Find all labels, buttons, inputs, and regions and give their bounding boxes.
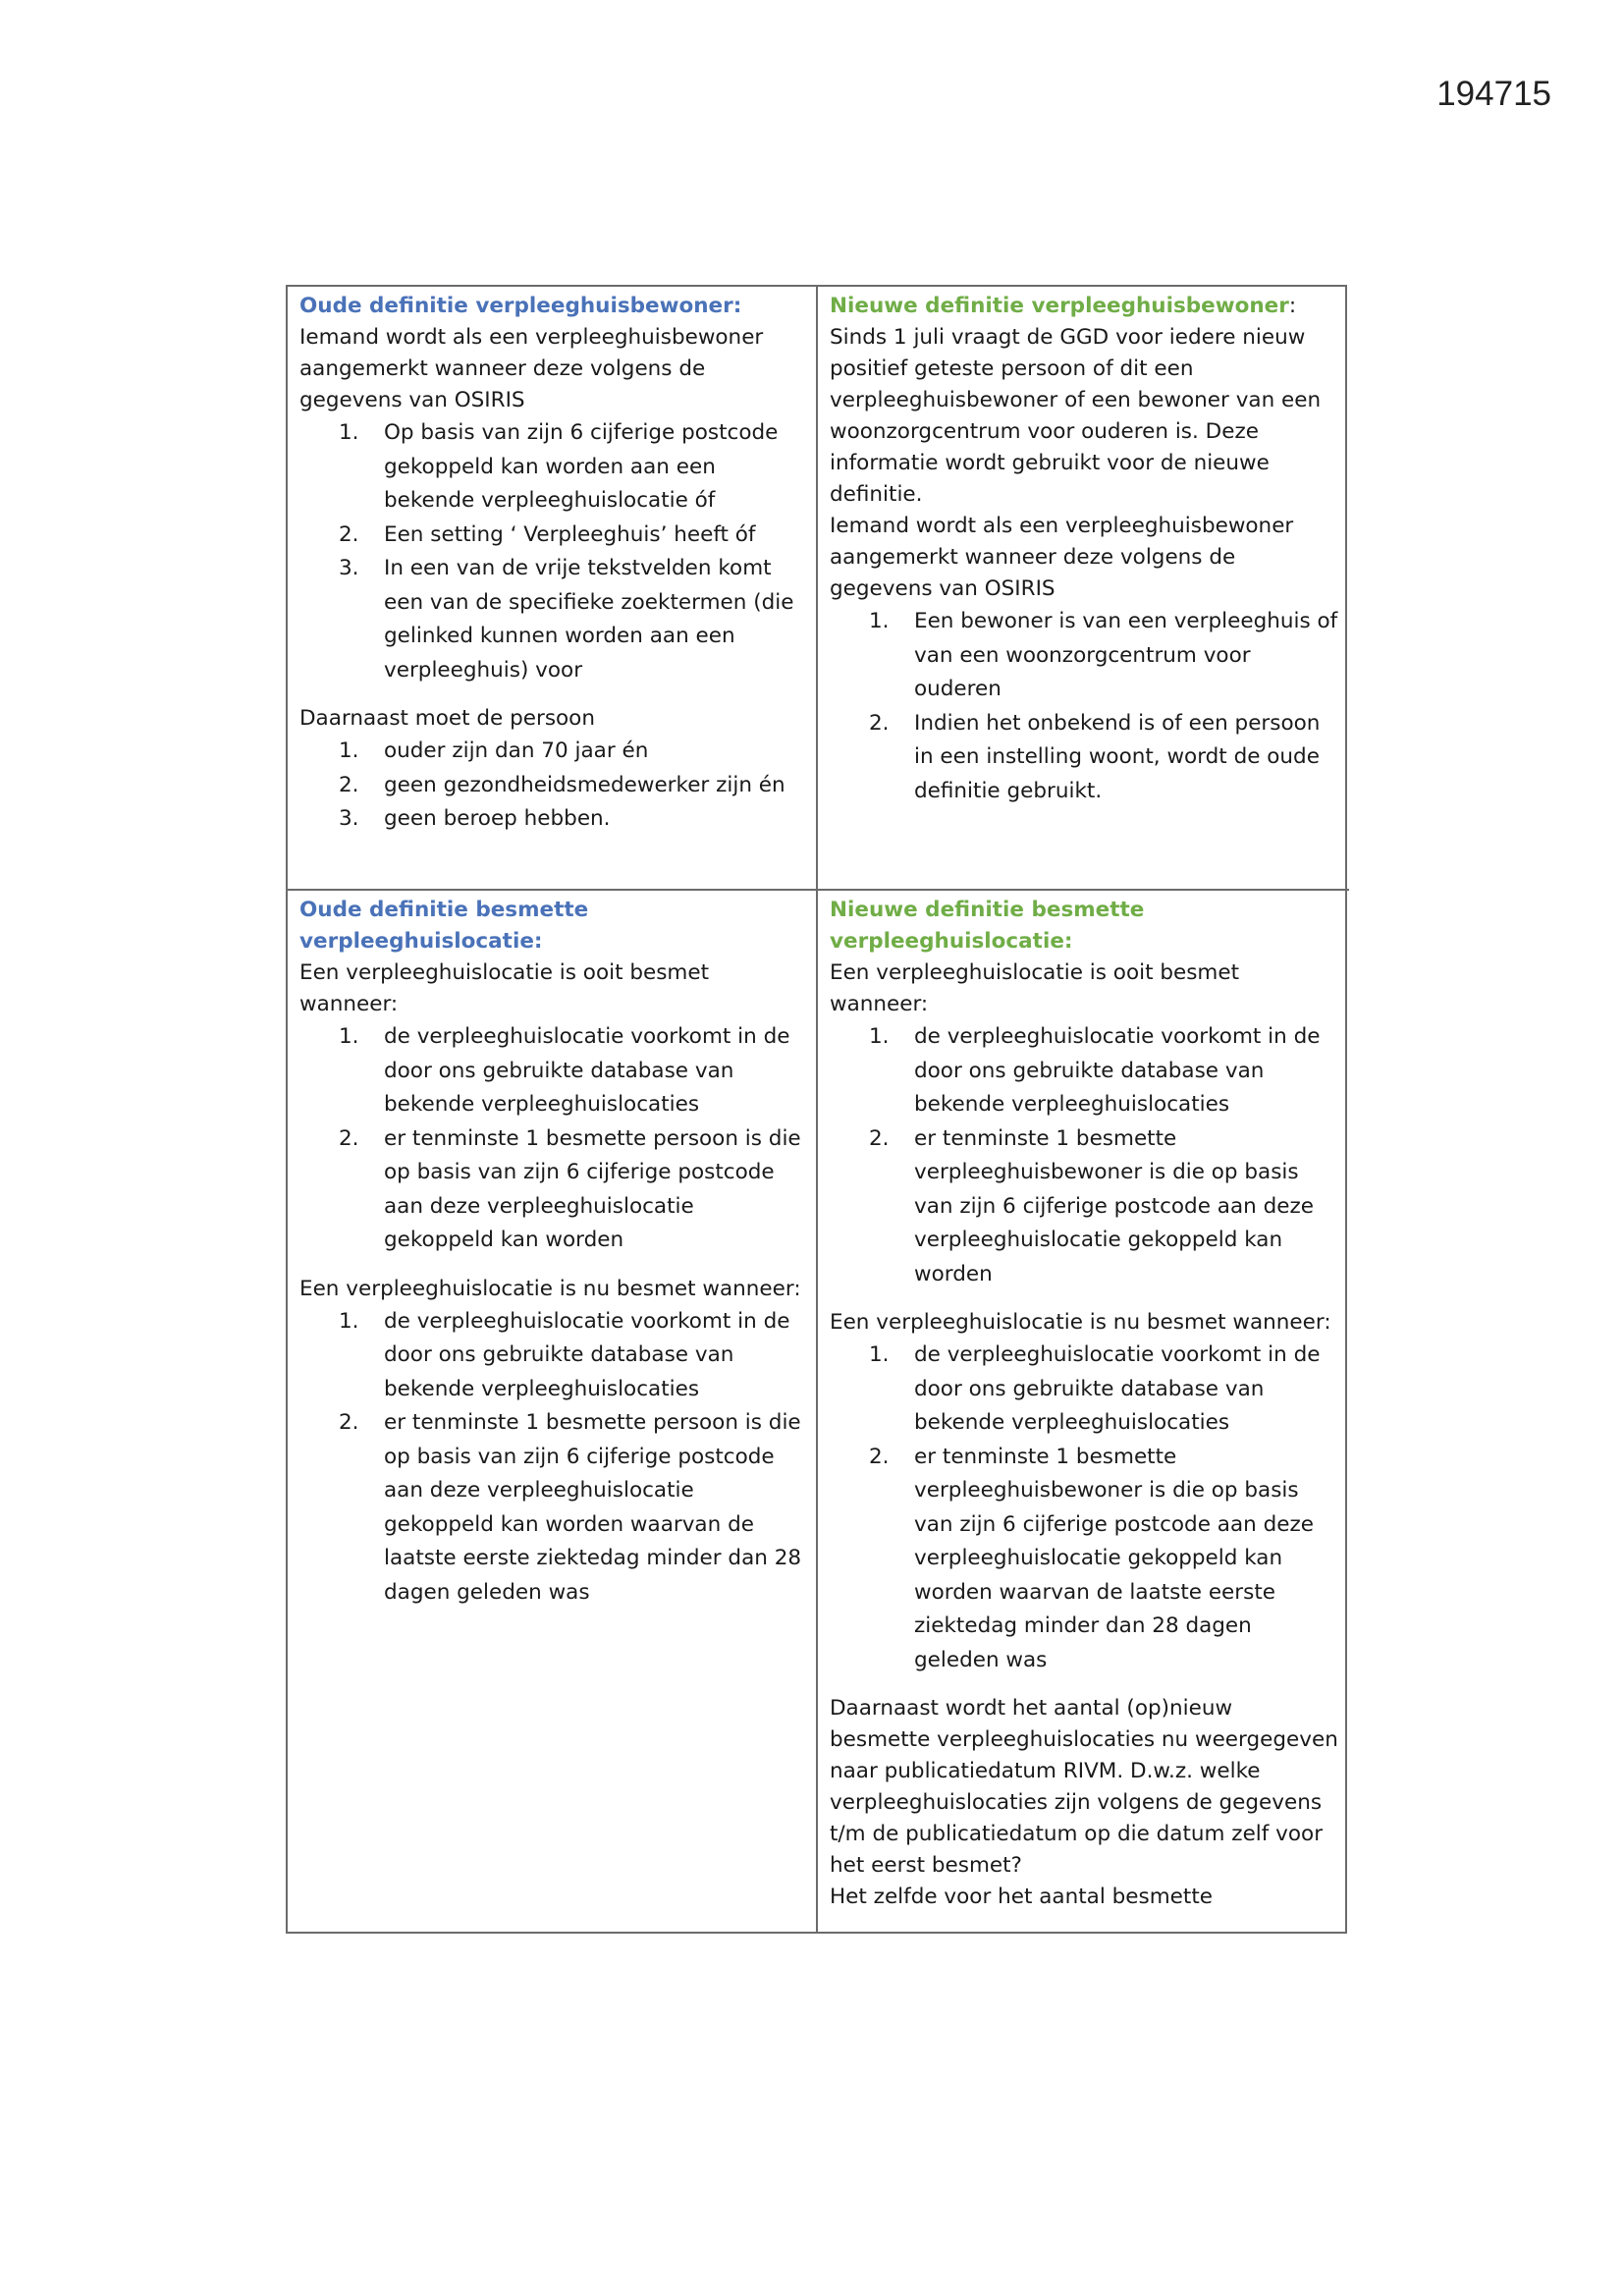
- cell-new-location-definition: [818, 891, 1349, 1932]
- old-location-ever-list: [299, 1020, 806, 1258]
- list-item: 1. Op basis van zijn 6 cijferige postcode gekoppeld kan worden aan een bekende verpleeghuislocatie óf: [339, 420, 779, 513]
- cell-old-location-definition: [288, 891, 818, 1932]
- new-location-ever-list: [830, 1020, 1339, 1291]
- list-item: 2. Indien het onbekend is of een persoon in een instelling woont, wordt de oude definitie gebruikt.: [869, 710, 1321, 803]
- new-location-heading: Nieuwe definitie besmette verpleeghuislocatie:: [830, 898, 1145, 954]
- new-location-intro: Een verpleeghuislocatie is ooit besmet wanneer:: [830, 960, 1240, 1016]
- old-resident-intro: Iemand wordt als een verpleeghuisbewoner aangemerkt wanneer deze volgens de gegevens van OSIRIS: [299, 325, 764, 412]
- list-item: 2. Een setting ‘ Verpleeghuis’ heeft óf: [339, 521, 756, 547]
- old-resident-additional-intro: Daarnaast moet de persoon: [299, 706, 595, 731]
- list-item: 2. geen gezondheidsmedewerker zijn én: [339, 772, 785, 797]
- old-location-now-list: [299, 1305, 806, 1611]
- list-item: 1. de verpleeghuislocatie voorkomt in de door ons gebruikte database van bekende verpleeghuislocaties: [339, 1308, 790, 1401]
- new-resident-criteria-intro: Iemand wordt als een verpleeghuisbewoner aangemerkt wanneer deze volgens de gegevens van OSIRIS: [830, 514, 1294, 601]
- new-resident-criteria-list: [830, 605, 1339, 808]
- new-location-now-list: [830, 1339, 1339, 1677]
- old-resident-heading: Oude definitie verpleeghuisbewoner:: [299, 294, 742, 318]
- old-location-intro: Een verpleeghuislocatie is ooit besmet wanneer:: [299, 960, 710, 1016]
- list-item: 3. geen beroep hebben.: [339, 806, 611, 831]
- cell-new-resident-definition: [818, 287, 1349, 891]
- new-resident-intro: Sinds 1 juli vraagt de GGD voor iedere nieuw positief geteste persoon of dit een verpleeghuisbewoner of een bewoner van een woonzorgcentrum voor ouderen is. Deze informatie wordt gebruikt voor de nieuwe definitie.: [830, 325, 1322, 507]
- definitions-table: [286, 285, 1347, 1934]
- old-resident-criteria-list: [299, 416, 806, 687]
- list-item: 1. de verpleeghuislocatie voorkomt in de door ons gebruikte database van bekende verpleeghuislocaties: [339, 1024, 790, 1117]
- old-location-heading: Oude definitie besmette verpleeghuislocatie:: [299, 898, 589, 954]
- list-item: 1. Een bewoner is van een verpleeghuis of van een woonzorgcentrum voor ouderen: [869, 609, 1338, 701]
- old-resident-additional-list: [299, 735, 806, 837]
- list-item: 2. er tenminste 1 besmette persoon is die op basis van zijn 6 cijferige postcode aan deze verpleeghuislocatie gekoppeld kan worden: [339, 1125, 801, 1252]
- list-item: 1. de verpleeghuislocatie voorkomt in de door ons gebruikte database van bekende verpleeghuislocaties: [869, 1024, 1321, 1117]
- new-location-publication-note: Daarnaast wordt het aantal (op)nieuw besmette verpleeghuislocaties nu weergegeven naar publicatiedatum RIVM. D.w.z. welke verpleeghuislocaties zijn volgens de gegevens t/m de publicatiedatum op die datum zelf voor het eerst besmet?: [830, 1696, 1338, 1878]
- cell-old-resident-definition: [288, 287, 818, 891]
- new-location-now-intro: Een verpleeghuislocatie is nu besmet wanneer:: [830, 1310, 1331, 1335]
- list-item: 1. de verpleeghuislocatie voorkomt in de door ons gebruikte database van bekende verpleeghuislocaties: [869, 1342, 1321, 1435]
- new-location-same-note: Het zelfde voor het aantal besmette: [830, 1885, 1213, 1909]
- old-location-now-intro: Een verpleeghuislocatie is nu besmet wanneer:: [299, 1276, 801, 1301]
- list-item: 3. In een van de vrije tekstvelden komt een van de specifieke zoektermen (die gelinked kunnen worden aan een verpleeghuis) voor: [339, 556, 794, 683]
- list-item: 1. ouder zijn dan 70 jaar én: [339, 738, 649, 763]
- list-item: 2. er tenminste 1 besmette persoon is die op basis van zijn 6 cijferige postcode aan deze verpleeghuislocatie gekoppeld kan worden waarvan de laatste eerste ziektedag minder dan 28 dagen geleden was: [339, 1410, 802, 1605]
- list-item: 2. er tenminste 1 besmette verpleeghuisbewoner is die op basis van zijn 6 cijferige postcode aan deze verpleeghuislocatie gekoppeld kan worden: [869, 1125, 1314, 1286]
- page-number: 194715: [1436, 75, 1551, 113]
- new-resident-heading: Nieuwe definitie verpleeghuisbewoner:: [830, 294, 1297, 318]
- list-item: 2. er tenminste 1 besmette verpleeghuisbewoner is die op basis van zijn 6 cijferige postcode aan deze verpleeghuislocatie gekoppeld kan worden waarvan de laatste eerste ziektedag minder dan 28 dagen geleden was: [869, 1444, 1314, 1672]
